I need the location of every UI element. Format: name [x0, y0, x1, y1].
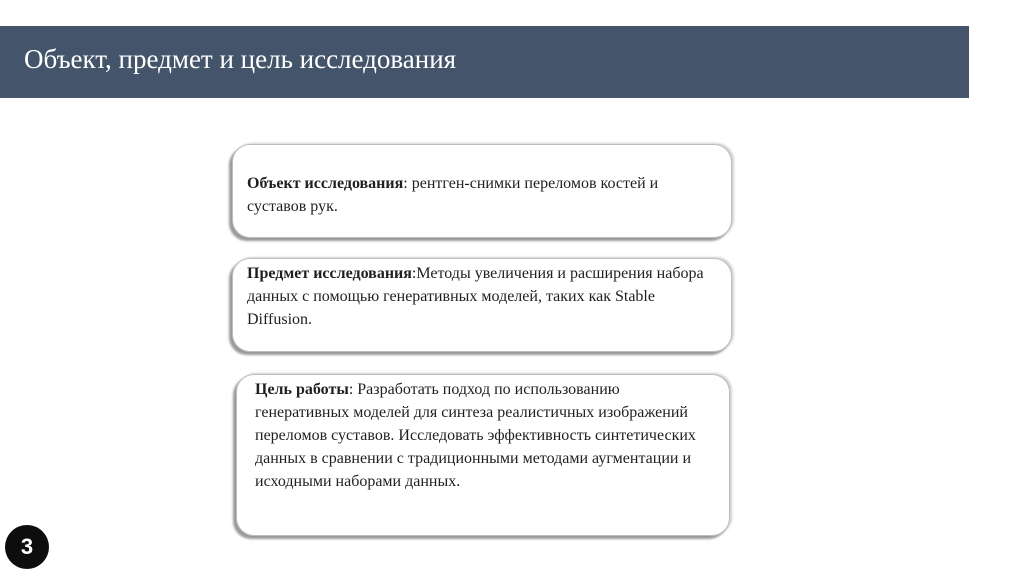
- research-goal-card: [236, 374, 730, 536]
- research-goal-text: Разработать подход по использованию генеративных моделей для синтеза реалистичных изображений переломов суставов. Исследовать эффективность синтетических данных в сравнении с традиционными методами аугментации и исходными наборами данных.: [255, 381, 696, 490]
- research-object-separator: :: [403, 175, 412, 192]
- research-subject-label: Предмет исследования: [247, 265, 412, 282]
- research-object-paragraph: [247, 172, 715, 218]
- research-goal-label: Цель работы: [255, 381, 349, 398]
- research-object-label: Объект исследования: [247, 175, 404, 192]
- research-goal-separator: :: [348, 381, 358, 398]
- research-object-text: рентген-снимки переломов костей и суставов рук.: [247, 175, 659, 215]
- slide-title: Объект, предмет и цель исследования: [24, 44, 457, 74]
- research-subject-card: [232, 258, 732, 352]
- research-subject-text: Методы увеличения и расширения набора данных с помощью генеративных моделей, таких как Stable Diffusion.: [247, 265, 704, 328]
- research-goal-paragraph: [255, 378, 713, 493]
- page-number-badge: 3: [5, 525, 49, 569]
- research-subject-paragraph: [247, 262, 715, 331]
- research-object-card: [232, 144, 732, 238]
- research-subject-separator: :: [411, 265, 417, 282]
